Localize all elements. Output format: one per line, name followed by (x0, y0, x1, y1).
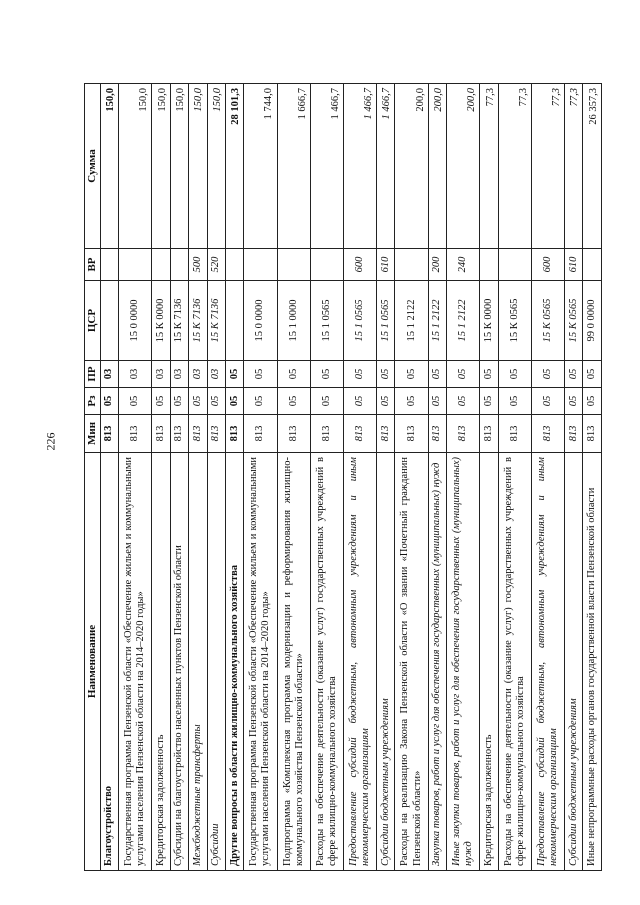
cell-pr: 05 (498, 361, 531, 388)
cell-pr: 05 (583, 361, 602, 388)
header-vr: ВР (85, 249, 101, 281)
cell-sum: 150,0 (152, 84, 170, 249)
cell-min: 813 (377, 415, 395, 453)
cell-min: 813 (480, 415, 498, 453)
cell-rz: 05 (119, 388, 152, 415)
cell-sum: 77,3 (564, 84, 582, 249)
budget-table-container (84, 84, 602, 871)
cell-rz: 05 (343, 388, 376, 415)
cell-pr: 05 (564, 361, 582, 388)
cell-name: Благоустройство (100, 453, 118, 871)
cell-min: 813 (395, 415, 428, 453)
cell-sum: 1 744,0 (244, 84, 277, 249)
cell-csr: 15 К 7136 (170, 281, 188, 361)
cell-sum: 1 666,7 (277, 84, 310, 249)
cell-sum: 200,0 (428, 84, 446, 249)
cell-csr: 15 0 0000 (244, 281, 277, 361)
cell-min: 813 (100, 415, 118, 453)
table-row (207, 84, 225, 871)
cell-csr: 99 0 0000 (583, 281, 602, 361)
cell-sum: 150,0 (207, 84, 225, 249)
cell-vr: 240 (447, 249, 480, 281)
cell-csr: 15 К 0000 (480, 281, 498, 361)
cell-vr (583, 249, 602, 281)
cell-csr: 15 К 0565 (564, 281, 582, 361)
cell-name: Межбюджетные трансферты (189, 453, 207, 871)
cell-csr: 15 1 0565 (310, 281, 343, 361)
table-row (225, 84, 243, 871)
cell-rz: 05 (377, 388, 395, 415)
cell-pr: 05 (531, 361, 564, 388)
cell-vr: 600 (343, 249, 376, 281)
cell-pr: 05 (225, 361, 243, 388)
table-row (277, 84, 310, 871)
cell-min: 813 (277, 415, 310, 453)
cell-name: Предоставление субсидий бюджетным, автономным учреждениям и иным некоммерческим организациям (343, 453, 376, 871)
cell-min: 813 (189, 415, 207, 453)
cell-sum: 77,3 (480, 84, 498, 249)
cell-rz: 05 (225, 388, 243, 415)
cell-rz: 05 (310, 388, 343, 415)
cell-min: 813 (207, 415, 225, 453)
cell-min: 813 (583, 415, 602, 453)
cell-vr (119, 249, 152, 281)
table-row (531, 84, 564, 871)
cell-name: Расходы на обеспечение деятельности (оказание услуг) государственных учреждений в сфере жилищно-коммунального хозяйства (310, 453, 343, 871)
table-row (498, 84, 531, 871)
header-sum: Сумма (85, 84, 101, 249)
cell-min: 813 (447, 415, 480, 453)
header-name: Наименование (85, 453, 101, 871)
page-number: 226 (43, 432, 58, 451)
cell-pr: 05 (277, 361, 310, 388)
cell-sum: 1 466,7 (343, 84, 376, 249)
cell-sum: 1 466,7 (377, 84, 395, 249)
cell-sum: 77,3 (498, 84, 531, 249)
cell-pr: 03 (100, 361, 118, 388)
cell-rz: 05 (564, 388, 582, 415)
table-body (100, 84, 601, 871)
cell-min: 813 (564, 415, 582, 453)
table-row (377, 84, 395, 871)
cell-name: Другие вопросы в области жилищно-коммунального хозяйства (225, 453, 243, 871)
header-min: Мин (85, 415, 101, 453)
cell-pr: 03 (170, 361, 188, 388)
cell-csr (100, 281, 118, 361)
table-row (564, 84, 582, 871)
cell-vr (100, 249, 118, 281)
cell-sum: 77,3 (531, 84, 564, 249)
cell-min: 813 (119, 415, 152, 453)
cell-vr: 600 (531, 249, 564, 281)
cell-min: 813 (498, 415, 531, 453)
cell-vr: 520 (207, 249, 225, 281)
cell-vr: 500 (189, 249, 207, 281)
cell-pr: 03 (152, 361, 170, 388)
table-row (480, 84, 498, 871)
cell-name: Субсидии на благоустройство населенных пунктов Пензенской области (170, 453, 188, 871)
table-row (447, 84, 480, 871)
budget-table (84, 83, 602, 871)
cell-rz: 05 (100, 388, 118, 415)
cell-pr: 05 (395, 361, 428, 388)
header-csr: ЦСР (85, 281, 101, 361)
cell-sum: 150,0 (189, 84, 207, 249)
cell-csr: 15 1 2122 (447, 281, 480, 361)
table-row (244, 84, 277, 871)
cell-name: Подпрограмма «Комплексная программа модернизации и реформирования жилищно-коммунального хозяйства Пензенской области» (277, 453, 310, 871)
cell-min: 813 (310, 415, 343, 453)
cell-vr (277, 249, 310, 281)
cell-csr: 15 1 0565 (377, 281, 395, 361)
cell-vr: 610 (564, 249, 582, 281)
cell-name: Расходы на реализацию Закона Пензенской области «О звании «Почетный гражданин Пензенской области» (395, 453, 428, 871)
cell-csr: 15 К 0565 (531, 281, 564, 361)
table-row (170, 84, 188, 871)
cell-csr: 15 1 2122 (428, 281, 446, 361)
cell-sum: 150,0 (119, 84, 152, 249)
table-row (100, 84, 118, 871)
cell-pr: 03 (189, 361, 207, 388)
cell-rz: 05 (498, 388, 531, 415)
cell-name: Субсидии бюджетным учреждениям (377, 453, 395, 871)
cell-vr (480, 249, 498, 281)
cell-pr: 03 (207, 361, 225, 388)
cell-sum: 1 466,7 (310, 84, 343, 249)
cell-name: Закупка товаров, работ и услуг для обеспечения государственных (муниципальных) нужд (428, 453, 446, 871)
cell-rz: 05 (480, 388, 498, 415)
cell-name: Государственная программа Пензенской области «Обеспечение жильем и коммунальными услугами населения Пензенской области на 2014–2020 годы» (244, 453, 277, 871)
cell-sum: 26 357,3 (583, 84, 602, 249)
table-row (583, 84, 602, 871)
cell-csr: 15 К 0565 (498, 281, 531, 361)
cell-rz: 05 (428, 388, 446, 415)
cell-vr (395, 249, 428, 281)
cell-rz: 05 (170, 388, 188, 415)
table-row (310, 84, 343, 871)
cell-name: Предоставление субсидий бюджетным, автономным учреждениям и иным некоммерческим организациям (531, 453, 564, 871)
cell-rz: 05 (189, 388, 207, 415)
cell-min: 813 (152, 415, 170, 453)
cell-name: Расходы на обеспечение деятельности (оказание услуг) государственных учреждений в сфере жилищно-коммунального хозяйства (498, 453, 531, 871)
cell-vr: 200 (428, 249, 446, 281)
cell-sum: 200,0 (447, 84, 480, 249)
table-row (395, 84, 428, 871)
cell-vr (310, 249, 343, 281)
cell-rz: 05 (152, 388, 170, 415)
cell-pr: 05 (480, 361, 498, 388)
cell-csr: 15 К 0000 (152, 281, 170, 361)
table-header-row (85, 84, 101, 871)
cell-name: Кредиторская задолженность (480, 453, 498, 871)
cell-csr: 15 1 0565 (343, 281, 376, 361)
table-row (152, 84, 170, 871)
cell-csr: 15 К 7136 (207, 281, 225, 361)
cell-csr: 15 1 0000 (277, 281, 310, 361)
cell-sum: 28 101,3 (225, 84, 243, 249)
cell-csr: 15 1 2122 (395, 281, 428, 361)
cell-min: 813 (244, 415, 277, 453)
cell-name: Субсидии (207, 453, 225, 871)
cell-sum: 200,0 (395, 84, 428, 249)
cell-min: 813 (531, 415, 564, 453)
cell-sum: 150,0 (100, 84, 118, 249)
cell-vr (152, 249, 170, 281)
cell-sum: 150,0 (170, 84, 188, 249)
cell-csr: 15 0 0000 (119, 281, 152, 361)
cell-rz: 05 (207, 388, 225, 415)
cell-vr: 610 (377, 249, 395, 281)
cell-min: 813 (343, 415, 376, 453)
cell-pr: 05 (447, 361, 480, 388)
cell-pr: 05 (244, 361, 277, 388)
cell-csr: 15 К 7136 (189, 281, 207, 361)
cell-rz: 05 (395, 388, 428, 415)
cell-rz: 05 (531, 388, 564, 415)
cell-csr (225, 281, 243, 361)
cell-rz: 05 (447, 388, 480, 415)
header-rz: Рз (85, 388, 101, 415)
cell-rz: 05 (277, 388, 310, 415)
cell-min: 813 (428, 415, 446, 453)
table-row (343, 84, 376, 871)
cell-name: Кредиторская задолженность (152, 453, 170, 871)
cell-min: 813 (225, 415, 243, 453)
cell-vr (225, 249, 243, 281)
table-row (119, 84, 152, 871)
cell-vr (170, 249, 188, 281)
cell-min: 813 (170, 415, 188, 453)
cell-pr: 05 (343, 361, 376, 388)
cell-vr (244, 249, 277, 281)
cell-pr: 05 (310, 361, 343, 388)
header-pr: ПР (85, 361, 101, 388)
cell-name: Субсидии бюджетным учреждениям (564, 453, 582, 871)
cell-pr: 03 (119, 361, 152, 388)
cell-name: Иные закупки товаров, работ и услуг для обеспечения государственных (муниципальных) нужд (447, 453, 480, 871)
cell-pr: 05 (377, 361, 395, 388)
cell-vr (498, 249, 531, 281)
table-row (189, 84, 207, 871)
cell-rz: 05 (244, 388, 277, 415)
cell-name: Иные непрограммные расходы органов государственной власти Пензенской области (583, 453, 602, 871)
cell-rz: 05 (583, 388, 602, 415)
cell-name: Государственная программа Пензенской области «Обеспечение жильем и коммунальными услугами населения Пензенской области на 2014–2020 годы» (119, 453, 152, 871)
cell-pr: 05 (428, 361, 446, 388)
table-row (428, 84, 446, 871)
